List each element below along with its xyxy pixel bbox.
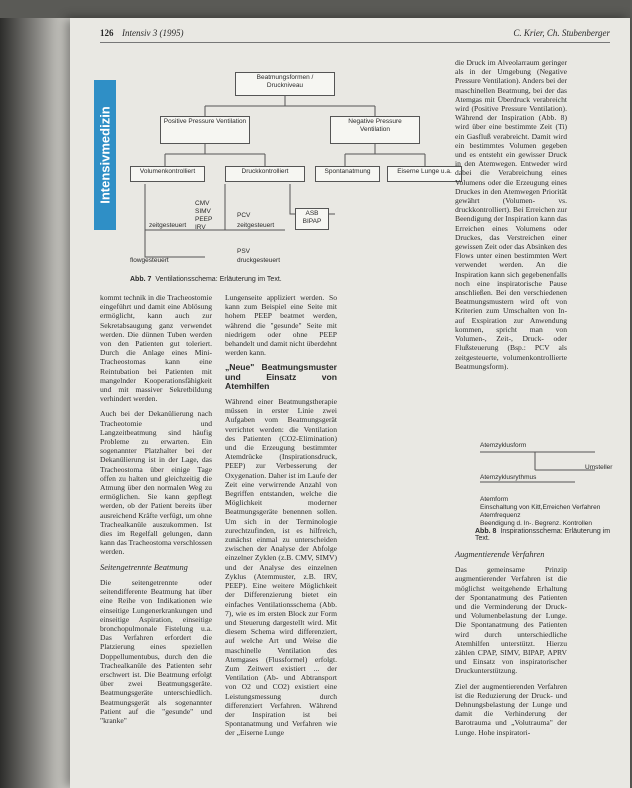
fig8-list-4: Beendigung d. In-. Begrenz. Kontrollen [480, 520, 593, 527]
paragraph: Auch bei der Dekanülierung nach Tracheotomie und Langzeitbeatmung sind häufig Probleme zu erwarten. Ein sogenannter Platzhalter bei der Dekanülierung ist in der Lage, das Tracheostoma über einige Tage offen zu halten und gleichzeitig die Atmung über den normalen Weg zu ermöglichen. Sie kann gepflegt werden, ob der Patient bereits über ausreichend Kräfte verfügt, um ohne Trachealkanüle auszukommen. Ist dies im Regelfall gelungen, dann kann das Tracheostoma verschlossen werden. [100, 409, 212, 557]
label-flowgesteuert: flowgesteuert [130, 257, 169, 264]
figure-7-caption: Abb. 7 Ventilationsschema: Erläuterung im Text. [130, 276, 282, 283]
node-volume: Volumenkontrolliert [130, 166, 205, 182]
column-3 [455, 58, 567, 377]
journal-name: Intensiv 3 (1995) [122, 28, 184, 38]
fig8-label-a: Atemzyklusform [480, 442, 527, 449]
header-rule [100, 42, 610, 43]
journal-page [70, 18, 630, 788]
fig8-list-2: Einschaltung von Kitt,Erreichen Verfahren [480, 504, 601, 511]
fig8-label-b: Umsteller [585, 464, 613, 471]
node-pressure: Druckkontrolliert [225, 166, 305, 182]
paragraph: Lungenseite appliziert werden. So kann zum Beispiel eine Seite mit hohem PEEP beatmet werden, während die "gesunde" Seite mit niedrigem oder ohne PEEP behandelt und damit nicht überdehnt werden kann. [225, 293, 337, 358]
node-spontaneous: Spontanatmung [315, 166, 380, 182]
column-3b [455, 546, 567, 743]
label-druckgesteuert: druckgesteuert [237, 257, 280, 264]
figure-8-caption: Abb. 8 Inspirationsschema: Erläuterung im Text. [475, 528, 611, 542]
node-iron-lung: Eiserne Lunge u.a. [387, 166, 462, 182]
paragraph: kommt technik in die Tracheostomie eingeführt und damit eine Ablösung ermöglicht, kann auch zur Sekretabsaugung ganz verwendet werden. Die dünnen Tuben werden von den Patienten gut toleriert. Durch die Anlage eines Mini-Tracheostomas kann eine Reintubation bei Patienten mit mangelnder Kooperationsfähigkeit und mit massiver Sekretbildung verhindert werden. [100, 293, 212, 404]
paragraph: die Druck im Alveolarraum geringer als in der Umgebung (Negative Pressure Ventilation). Anders bei der maschinellen Beatmung, bei der das Atemgas mit Überdruck verabreicht wird (Positive Pressure Ventilation). Während der Inspiration (Abb. 8) wird über eine bestimmte Zeit (Ti) ein Gasfluß verabreicht. Damit wird ein bestimmtes Volumen gegeben und es entsteht ein gewisser Druck in den Atemwegen. Entweder wird dabei die Verabreichung eines Volumens oder die Erzeugung eines Druckes in den Atemwegen Priorität gewährt (Volumen- vs. druckkontrolliert). Bei Erreichen zur Beendigung der Inspiration kann das Erreichen eines Volumens oder Druckes, das Verstreichen einer gewissen Zeit oder das Absinken des Flows unter einen bestimmten Wert verwendet werden. An die Inspiration kann sich gegebenenfalls noch eine inspiratorische Pause anschließen. Bei den verschiedenen Beatmungsmustern wird oft von Kriterien zum Umschalten von In- auf Exspiration zur Anwendung kommen, spricht man von Volumen-, Zeit-, Druck- oder Flußsteuerung (Bsp.: PCV als zeitgesteuerte, volumenkontrollierte Beatmungsform). [455, 58, 567, 371]
label-asb: ASB BIPAP [295, 208, 329, 230]
label-zeitgesteuert-1: zeitgesteuert [149, 222, 187, 229]
page-number: 126 [100, 28, 114, 38]
node-root: Beatmungsformen / Druckniveau [235, 72, 335, 96]
label-pcv: PCV [237, 212, 251, 219]
figure-7 [125, 52, 465, 272]
column-1 [100, 293, 212, 731]
paragraph: Während einer Beatmungstherapie müssen in erster Linie zwei Aufgaben vom Beatmungsgerät verrichtet werden: die Ventilation des Patienten (CO2-Elimination) und die Erzeugung bestimmter Atemdrücke (Inspirationsdruck, PEEP) zur Verbesserung der Oxygenation. Daher ist im Laufe der Zeit eine verwirrende Anzahl von Begriffen entstanden, welche die Möglichkeit moderner Beatmungsgeräte benennen sollen. Um sich in der Terminologie zurechtzufinden, ist es hilfreich, zunächst einmal zu unterscheiden zwischen der Analyse der Abfolge einzelner Zyklen (z.B. CMV, SIMV) und der Analyse des einzelnen Zyklus (Atemmuster, z.B. IRV, PEEP). Eine weitere Möglichkeit der Differenzierung bietet ein einfaches Ventilationsschema (Abb. 7), wie es im ersten Block zur Form und Steuerung dargestellt wird. Mit diesem Schema wird differenziert, auf welche Art und Weise die maschinelle Ventilation des Atemgases (Flussformel) erfolgt. Zum Zeitwert existiert ... der Ventilation (Ab- und Abtransport von O2 und CO2) existiert eine Leistungsmessung durch differenziert Verfahren. Während der Inspiration ist bei Spontanatmung und Verfahren wie der „Eiserne Lunge [225, 397, 337, 738]
paragraph: Ziel der augmentierenden Verfahren ist die Reduzierung der Druck- und Dehnungsbelastung der Lunge und damit die Verhinderung der Barotrauma und „Volutrauma" der Lunge. Hohe inspiratori- [455, 681, 567, 737]
book-gutter [0, 18, 70, 788]
section-heading: Augmentierende Verfahren [455, 550, 545, 559]
label-zeitgesteuert-2: zeitgesteuert [237, 222, 275, 229]
paragraph: Die seitengetrennte oder seitendifferente Beatmung hat über eine Reihe von Indikationen wie einseitige Lungenerkrankungen und einseitige Aspiration, einseitige bronchopulmonale Fistelung u.a. Das Verfahren erfordert die Platzierung eines speziellen Doppellumentubus, durch den die Trachealkanüle des Patienten sehr erschwert ist. Die Beatmung erfolgt über zwei Beatmungsgeräte. Beatmungsgeräte unterschiedlich. Beatmungsgerät als sogenannter Patient auf die "gesunde" und "kranke" [100, 577, 212, 725]
node-positive-pressure: Positive Pressure Ventilation [160, 116, 250, 144]
section-heading: „Neue" Beatmungsmuster und Einsatz von Atemhilfen [225, 362, 337, 391]
label-cmv-list: CMV SIMV PEEP IRV [195, 200, 213, 231]
fig8-list-3: Atemfrequenz [480, 512, 521, 519]
figure-8 [475, 440, 625, 540]
authors: C. Krier, Ch. Stubenberger [513, 28, 610, 38]
section-heading: Seitengetrennte Beatmung [100, 562, 188, 572]
column-2 [225, 293, 337, 744]
fig8-label-c: Atemzyklusrythmus [480, 474, 537, 481]
node-negative-pressure: Negative Pressure Ventilation [330, 116, 420, 144]
label-psv: PSV [237, 248, 251, 255]
section-tab: Intensivmedizin [94, 80, 116, 230]
fig8-list-1: Atemform [480, 496, 509, 503]
paragraph: Das gemeinsame Prinzip augmentierender Verfahren ist die möglichst weitgehende Erhaltung der Spontanatmung des Patienten und die Verminderung der Druck- und Volumenbelastung der Lunge. Die Spontanatmung des Patienten wird durch unterschiedliche Atemhilfen unterstützt. Hierzu zählen CPAP, SIMV, BIPAP, APRV und Einsatz von inspiratorischer Druckunterstützung. [455, 565, 567, 676]
